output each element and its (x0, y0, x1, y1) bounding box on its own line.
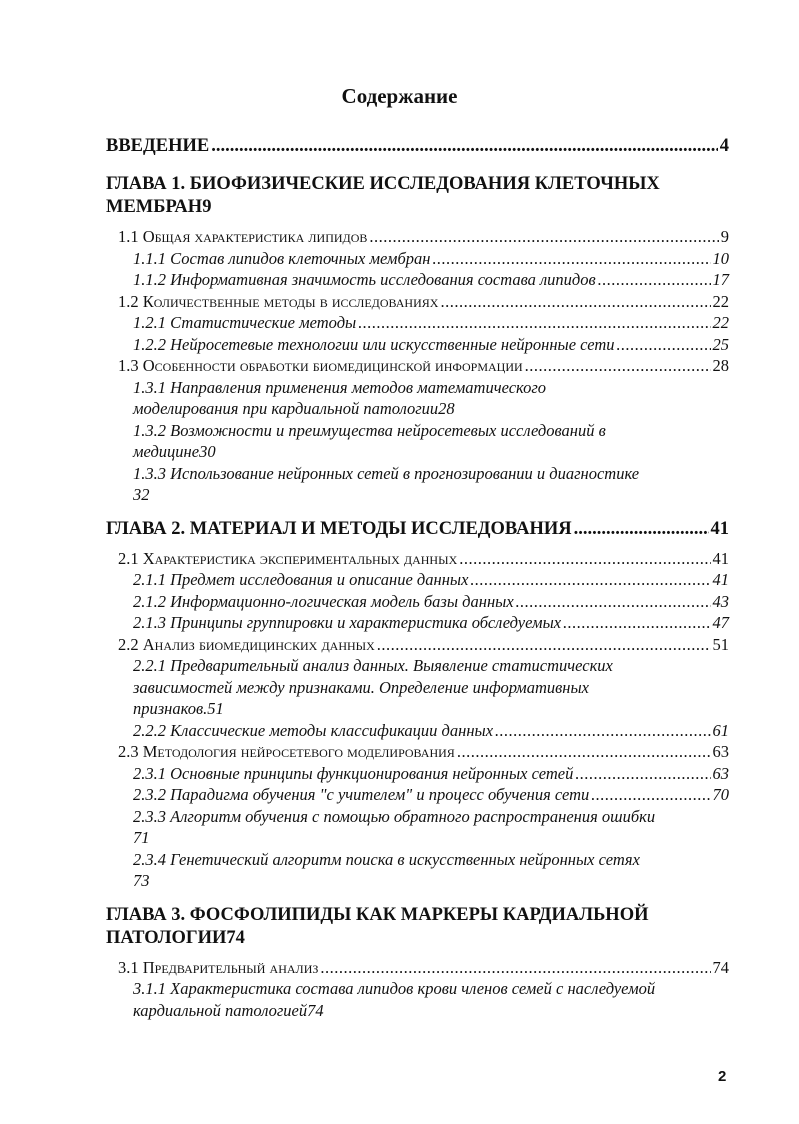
dot-leader (457, 741, 711, 763)
dot-leader (574, 518, 709, 541)
toc-page-number: 51 (712, 634, 729, 654)
toc-entry-1-1-2[interactable] (106, 269, 729, 291)
toc-entry-text: 2.3.4 Генетический алгоритм поиска в искусственных нейронных сетях (133, 849, 640, 869)
dot-leader (563, 612, 710, 634)
toc-entry-text: ГЛАВА 3. ФОСФОЛИПИДЫ КАК МАРКЕРЫ КАРДИАЛЬНОЙ (106, 904, 649, 925)
dot-leader (575, 763, 710, 785)
toc-page-number: 63 (712, 763, 729, 783)
toc-page-number: 28 (712, 356, 729, 375)
toc-entry-2-3-2[interactable] (106, 784, 729, 806)
toc-entry-text-cont: ПАТОЛОГИИ (106, 927, 227, 948)
toc-entry-text: 2.2.1 Предварительный анализ данных. Выявление статистических (133, 656, 613, 675)
toc-entry-text: 1.3.2 Возможности и преимущества нейросетевых исследований в (133, 420, 606, 440)
page-number: 2 (718, 1068, 727, 1085)
toc-page-number: 41 (712, 548, 729, 568)
toc-page-number: 74 (712, 957, 729, 977)
dot-leader (432, 248, 710, 270)
toc-entry-text-cont: медицине (133, 442, 200, 461)
toc-entry-1-3-2[interactable] (106, 420, 729, 463)
toc-entry-text: ВВЕДЕНИЕ (106, 136, 210, 156)
toc-entry-2-2-2[interactable] (106, 720, 729, 742)
toc-entry-2-1-2[interactable] (106, 591, 729, 613)
toc-entry-text-cont: моделирования при кардиальной патологии (133, 399, 439, 418)
toc-page-number: 9 (720, 227, 729, 246)
toc-entry-2-1-3[interactable] (106, 612, 729, 634)
toc-entry-text: 1.3.3 Использование нейронных сетей в прогнозировании и диагностике (133, 463, 640, 483)
toc-entry-1-1[interactable] (106, 226, 729, 248)
toc-entry-text: 2.3.3 Алгоритм обучения с помощью обратного распространения ошибки (133, 806, 656, 826)
toc-page-number: 30 (199, 442, 216, 461)
toc-entry-text: 1.2.1 Статистические методы (133, 313, 357, 332)
dot-leader (470, 569, 710, 591)
toc-entry-text: ГЛАВА 2. МАТЕРИАЛ И МЕТОДЫ ИССЛЕДОВАНИЯ (106, 518, 572, 539)
toc-entry-text: 1.1.1 Состав липидов клеточных мембран (133, 248, 431, 268)
toc-entry-introduction[interactable] (106, 135, 729, 158)
dot-leader (525, 355, 711, 377)
toc-entry-1-3-3[interactable] (106, 463, 729, 506)
toc-entry-3-1[interactable] (106, 957, 729, 979)
toc-entry-text: 2.1.1 Предмет исследования и описание данных (133, 570, 469, 589)
toc-entry-text-cont: зависимостей между признаками. Определение информативных (133, 677, 589, 697)
toc-entry-text: 1.2.2 Нейросетевые технологии или искусственные нейронные сети (133, 334, 615, 354)
toc-entry-2-3[interactable] (106, 741, 729, 763)
toc-entry-text-cont: МЕМБРАН (106, 197, 203, 217)
toc-page-number: 28 (438, 399, 455, 418)
toc-page-number: 70 (712, 785, 729, 804)
toc-page-number: 22 (712, 313, 729, 332)
toc-entry-text: ГЛАВА 1. БИОФИЗИЧЕСКИЕ ИССЛЕДОВАНИЯ КЛЕТОЧНЫХ (106, 174, 660, 194)
toc-entry-3-1-1[interactable] (106, 978, 729, 1021)
toc-entry-text: 1.1 Общая характеристика липидов (118, 227, 368, 246)
toc-page-number: 61 (712, 720, 729, 740)
dot-leader (591, 784, 710, 806)
toc-page-number: 10 (712, 248, 729, 268)
toc-entry-1-3-1[interactable] (106, 377, 729, 420)
toc-page-number: 51 (207, 699, 224, 718)
dot-leader (320, 957, 710, 979)
toc-page-number: 74 (307, 1000, 324, 1020)
toc-page-number: 43 (712, 591, 729, 611)
toc-entry-2-3-1[interactable] (106, 763, 729, 785)
dot-leader (440, 291, 710, 313)
toc-entry-1-2[interactable] (106, 291, 729, 313)
toc-entry-text: 2.3 Методология нейросетевого моделирования (118, 742, 455, 761)
toc-entry-1-2-1[interactable] (106, 312, 729, 334)
toc-page-number: 9 (202, 197, 212, 217)
toc-page-number: 71 (133, 828, 150, 847)
toc-entry-chapter-3[interactable] (106, 904, 729, 950)
toc-entry-text: 1.3.1 Направления применения методов математического (133, 377, 547, 397)
dot-leader (358, 312, 710, 334)
toc-entry-1-2-2[interactable] (106, 334, 729, 356)
toc-page-number: 25 (712, 334, 729, 354)
toc-page-number: 22 (712, 291, 729, 311)
toc-page-number: 47 (712, 613, 729, 632)
toc-entry-text: 1.2 Количественные методы в исследованиях (118, 291, 439, 311)
toc-page-number: 41 (712, 570, 729, 589)
toc-page-number: 17 (712, 270, 729, 289)
toc-entry-1-1-1[interactable] (106, 248, 729, 270)
toc-entry-2-1[interactable] (106, 548, 729, 570)
toc-entry-2-2[interactable] (106, 634, 729, 656)
dot-leader (495, 720, 710, 742)
dot-leader (377, 634, 711, 656)
toc-entry-text: 2.3.1 Основные принципы функционирования нейронных сетей (133, 763, 574, 783)
toc-entry-2-1-1[interactable] (106, 569, 729, 591)
dot-leader (369, 226, 718, 248)
toc-entry-text: 1.3 Особенности обработки биомедицинской информации (118, 356, 523, 375)
toc-entry-2-2-1[interactable] (106, 655, 729, 720)
toc-entry-chapter-1[interactable] (106, 173, 729, 219)
dot-leader (459, 548, 710, 570)
toc-entry-text: 3.1 Предварительный анализ (118, 957, 319, 977)
toc-entry-text-cont: признаков. (133, 699, 208, 718)
toc-page-number: 74 (226, 927, 245, 948)
toc-page-number: 73 (133, 871, 150, 890)
toc-entry-chapter-2[interactable] (106, 518, 729, 541)
dot-leader (617, 334, 711, 356)
toc-entry-text: 2.1.2 Информационно-логическая модель базы данных (133, 591, 514, 611)
toc-entry-text: 2.3.2 Парадигма обучения "с учителем" и процесс обучения сети (133, 785, 590, 804)
toc-entry-2-3-3[interactable] (106, 806, 729, 849)
toc-entry-text: 1.1.2 Информативная значимость исследования состава липидов (133, 270, 596, 289)
toc-page-number: 63 (712, 742, 729, 761)
dot-leader (598, 269, 711, 291)
toc-page-number: 32 (133, 485, 150, 504)
page-title: Содержание (341, 84, 458, 108)
toc-entry-text: 2.1 Характеристика экспериментальных данных (118, 548, 458, 568)
table-of-contents (106, 135, 729, 1021)
toc-page-number: 41 (710, 518, 729, 539)
toc-page-number: 4 (719, 136, 729, 156)
toc-entry-text: 2.2.2 Классические методы классификации данных (133, 720, 494, 740)
toc-entry-text-cont: кардиальной патологией (133, 1000, 308, 1020)
toc-entry-1-3[interactable] (106, 355, 729, 377)
dot-leader (516, 591, 711, 613)
toc-entry-text: 2.2 Анализ биомедицинских данных (118, 634, 375, 654)
dot-leader (211, 135, 718, 158)
toc-entry-text: 2.1.3 Принципы группировки и характеристика обследуемых (133, 613, 562, 632)
toc-entry-text: 3.1.1 Характеристика состава липидов крови членов семей с наследуемой (133, 979, 656, 998)
toc-entry-2-3-4[interactable] (106, 849, 729, 892)
